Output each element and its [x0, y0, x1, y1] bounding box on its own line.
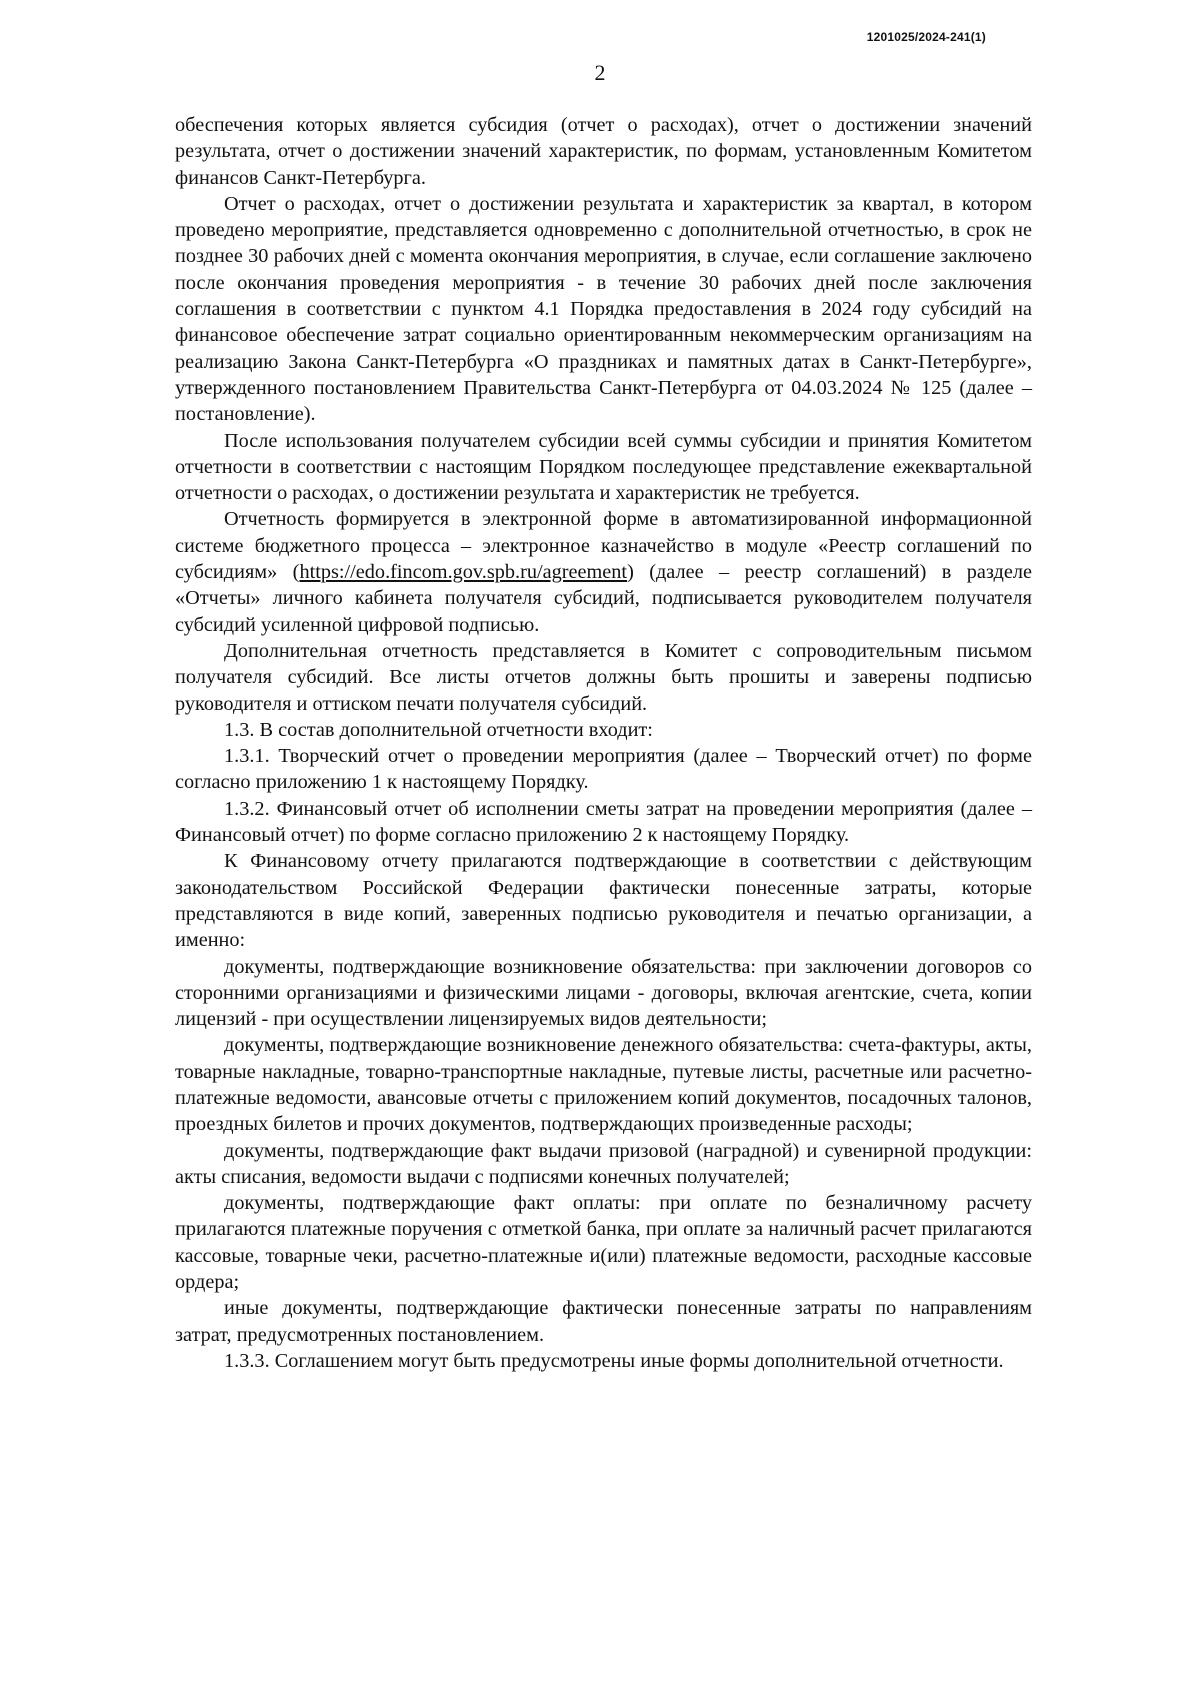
document-registration-number: 1201025/2024-241(1) [866, 30, 986, 44]
clause-1-3: 1.3. В состав дополнительной отчетности входит: [224, 718, 653, 741]
electronic-reporting-text-before: Отчетность формируется в электронной форме в автоматизированной информационной системе бюджетного процесса – электронное казначейство в модуле «Реестр соглашений по субсидиям» ( [175, 508, 1032, 584]
list-item-monetary-obligation-documents: документы, подтверждающие возникновение денежного обязательства: счета-фактуры, акты, товарные накладные, товарно-транспортные накладные, путевые листы, расчетные или расчетно-платежные ведомости, авансовые отчеты с приложением копий документов, посадочных талонов, проездных билетов и прочих документов, подтверждающих произведенные расходы; [175, 1034, 1032, 1136]
page-number: 2 [594, 60, 606, 85]
paragraph-report-deadlines: Отчет о расходах, отчет о достижении результата и характеристик за квартал, в котором проведено мероприятие, представляется одновременно с дополнительной отчетностью, в срок не позднее 30 рабочих дней с момента окончания мероприятия, в случае, если соглашение заключено после окончания проведения мероприятия - в течение 30 рабочих дней после заключения соглашения в соответствии с пунктом 4.1 Порядка предоставления в 2024 году субсидий на финансовое обеспечение затрат социально ориентированным некоммерческим организациям на реализацию Закона Санкт-Петербурга «О праздниках и памятных датах в Санкт-Петербурге», утвержденного постановлением Правительства Санкт-Петербурга от 04.03.2024 № 125 (далее – постановление). [175, 192, 1032, 426]
clause-1-3-2: 1.3.2. Финансовый отчет об исполнении сметы затрат на проведении мероприятия (далее – Финансовый отчет) по форме согласно приложению 2 к настоящему Порядку. [175, 797, 1032, 847]
list-item-other-documents: иные документы, подтверждающие фактически понесенные затраты по направлениям затрат, предусмотренных постановлением. [175, 1297, 1032, 1346]
electronic-reporting-text-after: ) (далее – реестр соглашений) в разделе «Отчеты» личного кабинета получателя субсидий, подписывается руководителем получателя субсидий усиленной цифровой подписью. [175, 561, 1033, 636]
paragraph-financial-report-attachments: К Финансовому отчету прилагаются подтверждающие в соответствии с действующим законодательством Российской Федерации фактически понесенные затраты, которые представляются в виде копий, заверенных подписью руководителя и печатью организации, а именно: [175, 850, 1032, 952]
clause-1-3-1: 1.3.1. Творческий отчет о проведении мероприятия (далее – Творческий отчет) по форме согласно приложению 1 к настоящему Порядку. [175, 745, 1032, 794]
paragraph-electronic-reporting [175, 506, 1032, 637]
list-item-payment-documents: документы, подтверждающие факт оплаты: при оплате по безналичному расчету прилагаются платежные поручения с отметкой банка, при оплате за наличный расчет прилагаются кассовые, товарные чеки, расчетно-платежные и(или) платежные ведомости, расходные кассовые ордера; [175, 1192, 1032, 1294]
paragraph-after-subsidy-used: После использования получателем субсидии всей суммы субсидии и принятия Комитетом отчетности в соответствии с настоящим Порядком последующее представление ежеквартальной отчетности о расходах, о достижении результата и характеристик не требуется. [175, 429, 1032, 505]
document-body [175, 112, 1032, 1374]
list-item-obligation-documents: документы, подтверждающие возникновение обязательства: при заключении договоров со сторонними организациями и физическими лицами - договоры, включая агентские, счета, копии лицензий - при осуществлении лицензируемых видов деятельности; [175, 955, 1032, 1031]
paragraph-additional-reporting: Дополнительная отчетность представляется в Комитет с сопроводительным письмом получателя субсидий. Все листы отчетов должны быть прошиты и заверены подписью руководителя и оттиском печати получателя субсидий. [175, 639, 1032, 715]
agreement-registry-link[interactable]: https://edo.fincom.gov.spb.ru/agreement [299, 561, 628, 584]
list-item-prize-issue-documents: документы, подтверждающие факт выдачи призовой (наградной) и сувенирной продукции: акты списания, ведомости выдачи с подписями конечных получателей; [175, 1139, 1032, 1188]
clause-1-3-3: 1.3.3. Соглашением могут быть предусмотрены иные формы дополнительной отчетности. [224, 1349, 1004, 1372]
paragraph-reports-continuation: обеспечения которых является субсидия (отчет о расходах), отчет о достижении значений результата, отчет о достижении значений характеристик, по формам, установленным Комитетом финансов Санкт-Петербурга. [175, 114, 1032, 189]
